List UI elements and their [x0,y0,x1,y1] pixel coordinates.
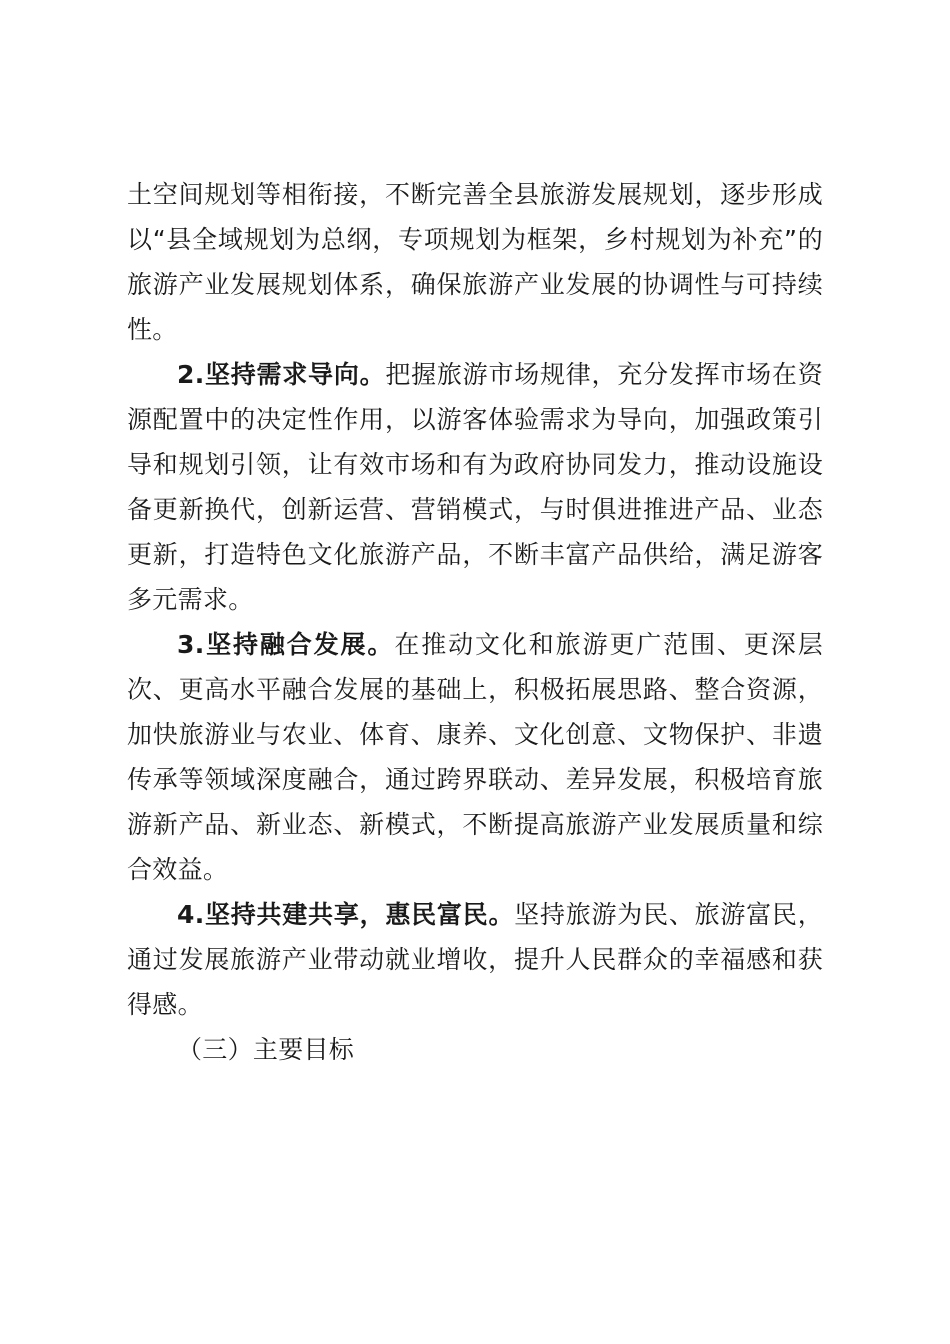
text-line: 合效益。 [127,855,229,884]
text-line: 游新产品、新业态、新模式，不断提高旅游产业发展质量和综 [127,810,823,839]
text-run: 把握旅游市场规律，充分发挥市场在资 [385,360,823,389]
text-line: 导和规划引领，让有效市场和有为政府协同发力，推动设施设 [127,450,823,479]
text-line: 源配置中的决定性作用，以游客体验需求为导向，加强政策引 [127,405,823,434]
text-line: 备更新换代，创新运营、营销模式，与时俱进推进产品、业态 [127,495,823,524]
text-line: 更新，打造特色文化旅游产品，不断丰富产品供给，满足游客 [127,540,823,569]
paragraph-heading: 2.坚持需求导向。 [177,360,386,389]
text-line: 土空间规划等相衔接，不断完善全县旅游发展规划，逐步形成 [127,180,823,209]
text-line: 通过发展旅游产业带动就业增收，提升人民群众的幸福感和获 [127,945,823,974]
text-line [177,893,823,937]
section-heading: （三）主要目标 [177,1035,355,1064]
text-line: 次、更高水平融合发展的基础上，积极拓展思路、整合资源， [127,675,823,704]
text-line: 得感。 [127,990,203,1019]
text-line: 以“县全域规划为总纲，专项规划为框架，乡村规划为补充”的 [127,225,823,254]
text-line: 多元需求。 [127,585,254,614]
text-line [177,623,823,667]
text-line [177,353,823,397]
paragraph-heading: 3.坚持融合发展。 [177,630,395,659]
text-line: 旅游产业发展规划体系，确保旅游产业发展的协调性与可持续 [127,270,823,299]
text-run: 坚持旅游为民、旅游富民， [514,900,823,929]
text-line: 性。 [127,315,178,344]
paragraph-heading: 4.坚持共建共享，惠民富民。 [177,900,515,929]
text-line: 传承等领域深度融合，通过跨界联动、差异发展，积极培育旅 [127,765,823,794]
text-line: 加快旅游业与农业、体育、康养、文化创意、文物保护、非遗 [127,720,823,749]
text-run: 在推动文化和旅游更广范围、更深层 [394,630,823,659]
